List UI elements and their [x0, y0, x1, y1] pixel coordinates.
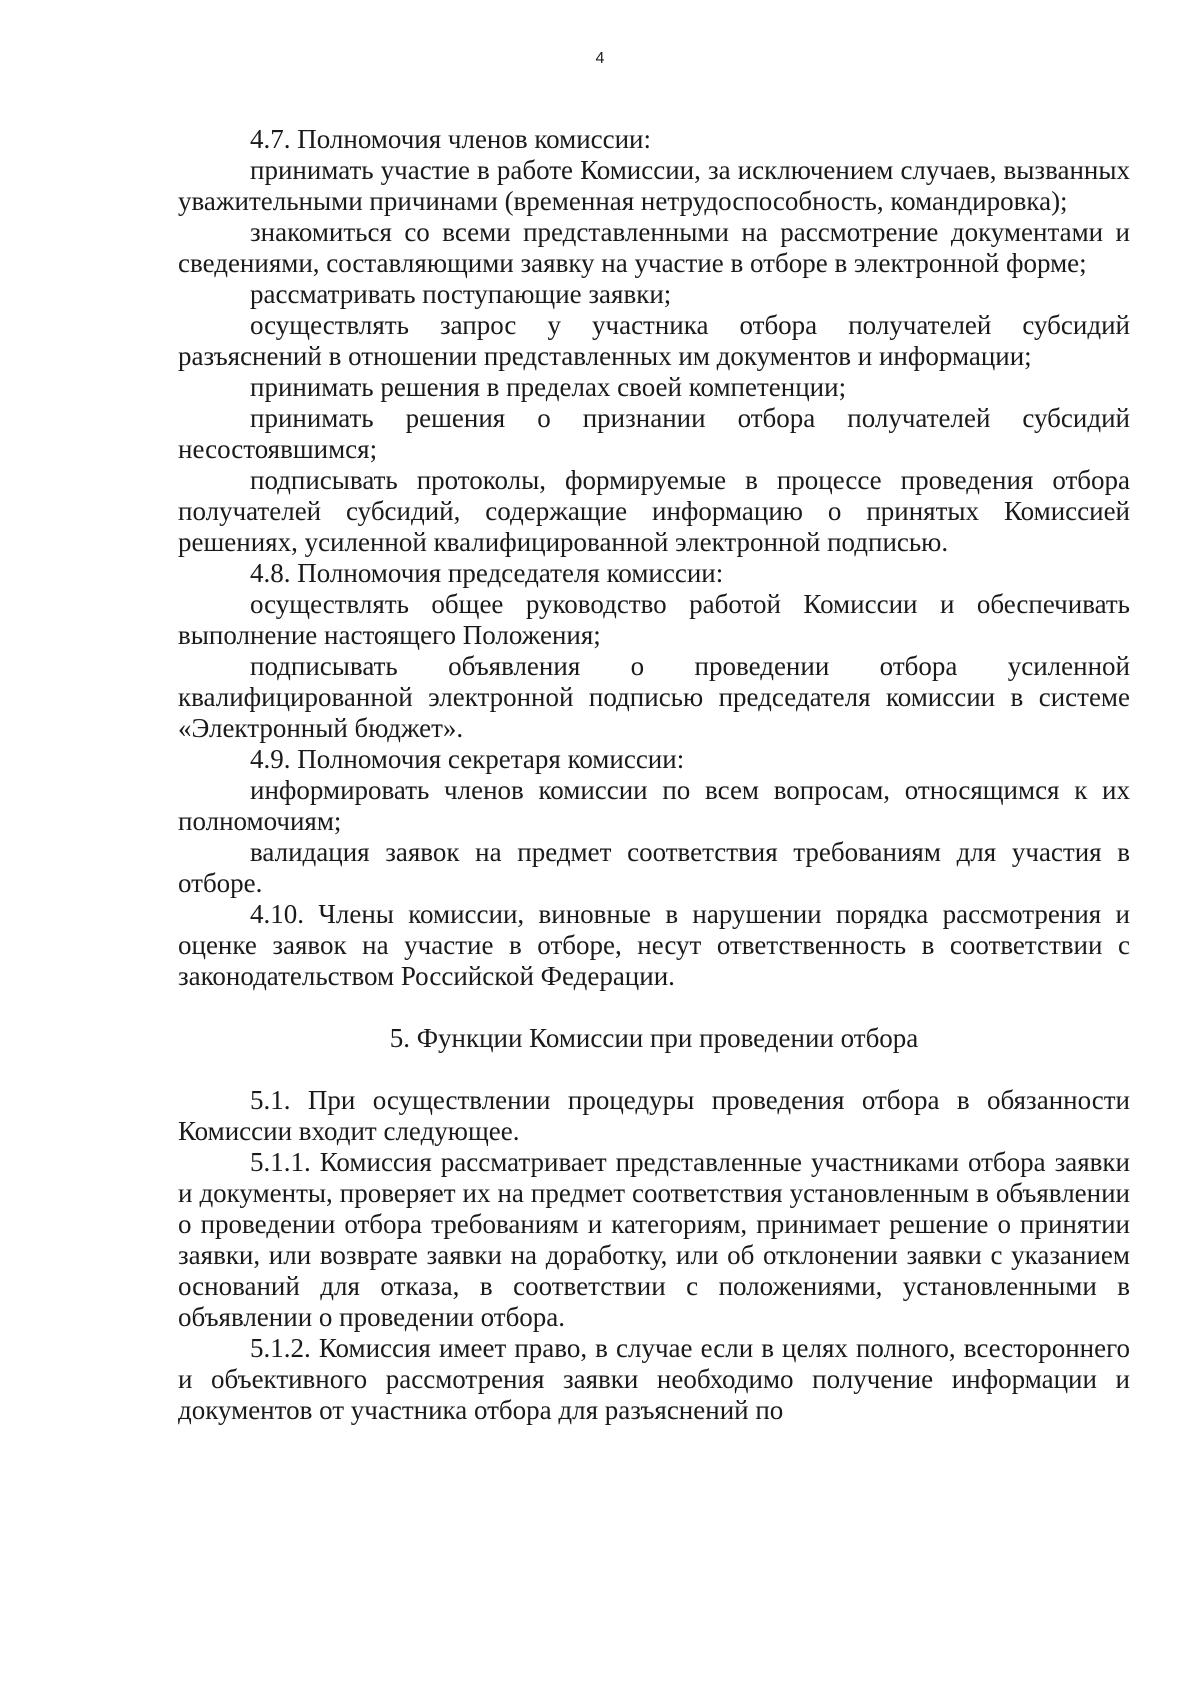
page-number: 4 — [595, 50, 605, 67]
paragraph: информировать членов комиссии по всем вопросам, относящимся к их полномочиям; — [178, 775, 1130, 836]
paragraph: принимать решения в пределах своей компетенции; — [250, 372, 847, 402]
paragraph: осуществлять запрос у участника отбора получателей субсидий разъяснений в отношении представленных им документов и информации; — [178, 310, 1130, 371]
document-body — [178, 124, 1130, 1426]
clause-5-1: 5.1. При осуществлении процедуры проведения отбора в обязанности Комиссии входит следующее. — [178, 1085, 1130, 1146]
paragraph: рассматривать поступающие заявки; — [250, 279, 672, 309]
section-heading: 5. Функции Комиссии при проведении отбора — [389, 1023, 919, 1053]
paragraph: подписывать объявления о проведении отбора усиленной квалифицированной электронной подписью председателя комиссии в системе «Электронный бюджет». — [178, 651, 1130, 743]
paragraph: знакомиться со всеми представленными на рассмотрение документами и сведениями, составляющими заявку на участие в отборе в электронной форме; — [178, 217, 1130, 278]
paragraph: осуществлять общее руководство работой Комиссии и обеспечивать выполнение настоящего Положения; — [178, 589, 1130, 650]
paragraph: валидация заявок на предмет соответствия требованиям для участия в отборе. — [178, 837, 1130, 898]
clause-5-1-1: 5.1.1. Комиссия рассматривает представленные участниками отбора заявки и документы, проверяет их на предмет соответствия установленным в объявлении о проведении отбора требованиям и категориям, принимает решение о принятии заявки, или возврате заявки на доработку, или об отклонении заявки с указанием оснований для отказа, в соответствии с положениями, установленными в объявлении о проведении отбора. — [178, 1147, 1130, 1332]
clause-4-10: 4.10. Члены комиссии, виновные в нарушении порядка рассмотрения и оценке заявок на участие в отборе, несут ответственность в соответствии с законодательством Российской Федерации. — [178, 899, 1130, 991]
paragraph: подписывать протоколы, формируемые в процессе проведения отбора получателей субсидий, содержащие информацию о принятых Комиссией решениях, усиленной квалифицированной электронной подписью. — [178, 465, 1130, 557]
clause-4-8-title: 4.8. Полномочия председателя комиссии: — [250, 558, 724, 588]
paragraph: принимать решения о признании отбора получателей субсидий несостоявшимся; — [178, 403, 1130, 464]
clause-4-9-title: 4.9. Полномочия секретаря комиссии: — [250, 744, 685, 774]
clause-4-7-title: 4.7. Полномочия членов комиссии: — [250, 124, 652, 154]
clause-5-1-2: 5.1.2. Комиссия имеет право, в случае если в целях полного, всестороннего и объективного рассмотрения заявки необходимо получение информации и документов от участника отбора для разъяснений по — [178, 1333, 1130, 1425]
paragraph: принимать участие в работе Комиссии, за исключением случаев, вызванных уважительными причинами (временная нетрудоспособность, командировка); — [178, 155, 1130, 216]
